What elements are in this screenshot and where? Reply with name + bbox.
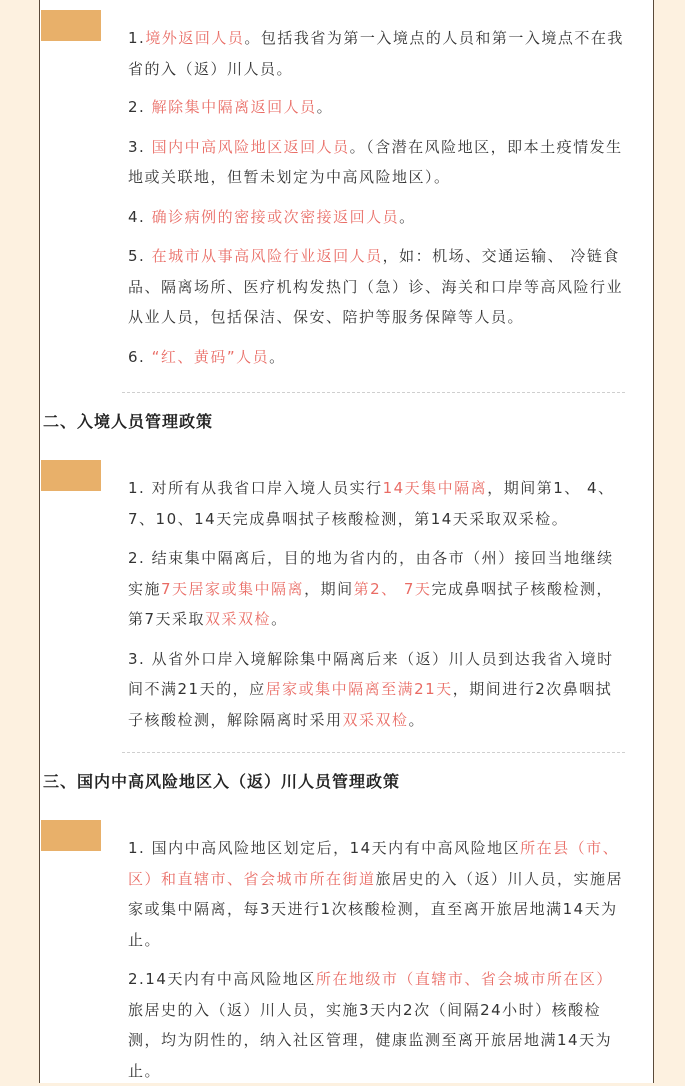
section2-item-1: 1. 对所有从我省口岸入境人员实行14天集中隔离，期间第1、 4、7、10、14天完成鼻咽拭子核酸检测，第14天采取双采检。 [128,479,615,528]
divider-1 [122,392,625,393]
section1-item-1: 1.境外返回人员。包括我省为第一入境点的人员和第一入境点不在我省的入（返）川人员。 [128,29,624,78]
section-tab-1 [41,10,101,41]
section2-list [128,473,628,735]
section1-item-6: 6. “红、黄码”人员。 [128,347,286,366]
section1-item-3: 3. 国内中高风险地区返回人员。（含潜在风险地区，即本土疫情发生地或关联地，但暂未划定为中高风险地区）。 [128,137,623,186]
section1-item-5: 5. 在城市从事高风险行业返回人员，如：机场、交通运输、 冷链食品、隔离场所、医疗机构发热门（急）诊、海关和口岸等高风险行业从业人员，包括保洁、保安、陪护等服务保障等人员。 [128,247,624,326]
section1-item-4: 4. 确诊病例的密接或次密接返回人员。 [128,207,416,226]
section-tab-2 [41,460,101,491]
section1-item-2: 2. 解除集中隔离返回人员。 [128,98,334,116]
section1-list [128,23,628,372]
section3-item-2: 2.14天内有中高风险地区所在地级市（直辖市、省会城市所在区）旅居史的入（返）川人员，实施3天内2次（间隔24小时）核酸检测，均为阴性的，纳入社区管理，健康监测至离开旅居地满14天为止。 [128,970,613,1080]
section-tab-3 [41,820,101,851]
section3-item-1: 1. 国内中高风险地区划定后，14天内有中高风险地区所在县（市、区）和直辖市、省会城市所在街道旅居史的入（返）川人员，实施居家或集中隔离，每3天进行1次核酸检测，直至离开旅居地满14天为止。 [128,839,624,949]
section2-item-2: 2. 结束集中隔离后，目的地为省内的，由各市（州）接回当地继续实施7天居家或集中隔离，期间第2、 7天完成鼻咽拭子核酸检测，第7天采取双采双检。 [128,549,614,628]
section2-heading: 二、入境人员管理政策 [43,412,214,431]
section3-heading: 三、国内中高风险地区入（返）川人员管理政策 [43,772,401,791]
article-page [39,0,654,1083]
section3-list [128,833,628,1086]
section2-item-3: 3. 从省外口岸入境解除集中隔离后来（返）川人员到达我省入境时间不满21天的，应居家或集中隔离至满21天，期间进行2次鼻咽拭子核酸检测，解除隔离时采用双采双检。 [128,649,614,729]
divider-2 [122,752,625,753]
